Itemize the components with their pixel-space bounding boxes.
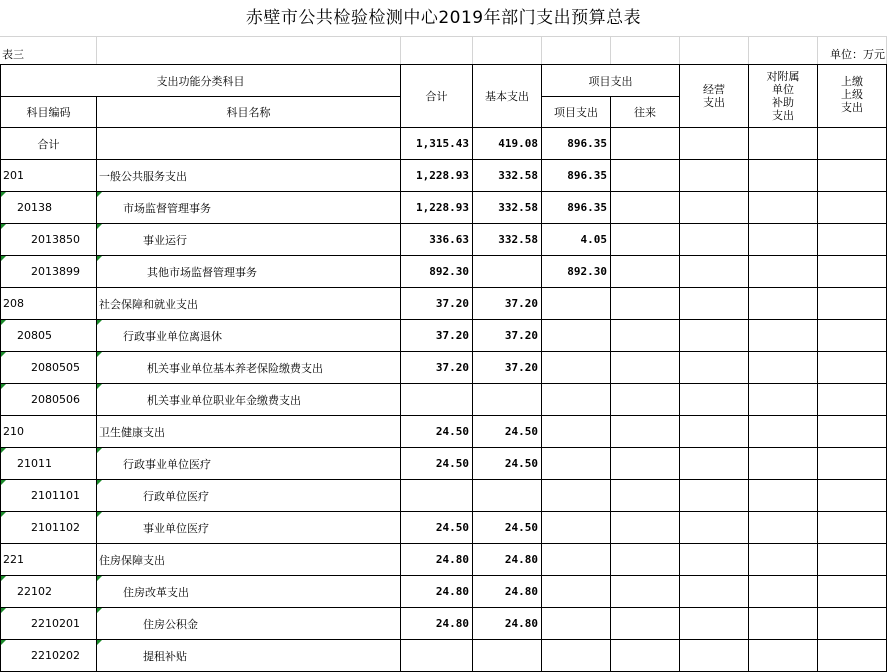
table-row [1,352,887,384]
cell-basic[interactable]: 332.58 [473,224,542,256]
cell-project[interactable]: 896.35 [542,160,611,192]
cell-basic[interactable]: 37.20 [473,352,542,384]
cell-total[interactable]: 892.30 [401,256,473,288]
cell-upper[interactable] [818,256,887,288]
cell-business[interactable] [680,192,749,224]
cell-code[interactable]: 2080505 [1,352,97,384]
cell-transfer[interactable] [611,192,680,224]
cell-business[interactable] [680,224,749,256]
cell-subsidiary[interactable] [749,448,818,480]
cell-name[interactable]: 住房保障支出 [97,544,401,576]
cell-code[interactable]: 2101102 [1,512,97,544]
table-row [1,640,887,672]
cell-upper[interactable] [818,320,887,352]
cell-business[interactable] [680,512,749,544]
header-subsidiary[interactable]: 对附属 单位 补助 支出 [749,65,818,128]
cell-basic[interactable]: 332.58 [473,192,542,224]
cell-code[interactable]: 20805 [1,320,97,352]
cell-business[interactable] [680,480,749,512]
cell-total[interactable]: 24.80 [401,576,473,608]
table-row [1,160,887,192]
table-row [1,192,887,224]
cell-total[interactable]: 1,228.93 [401,192,473,224]
cell-code[interactable]: 2210201 [1,608,97,640]
cell-upper[interactable] [818,384,887,416]
table-row [1,544,887,576]
cell-basic[interactable]: 24.50 [473,512,542,544]
cell-project[interactable]: 896.35 [542,128,611,160]
cell-project[interactable]: 4.05 [542,224,611,256]
cell-basic[interactable] [473,640,542,672]
cell-business[interactable] [680,128,749,160]
cell-transfer[interactable] [611,640,680,672]
cell-project[interactable] [542,448,611,480]
header-total[interactable]: 合计 [401,65,473,128]
table-row [1,320,887,352]
cell-transfer[interactable] [611,320,680,352]
table-row [1,384,887,416]
unit-label: 单位：万元 [830,48,885,61]
cell-basic[interactable] [473,256,542,288]
cell-business[interactable] [680,576,749,608]
cell-name[interactable]: 市场监督管理事务 [97,192,401,224]
cell-basic[interactable]: 24.80 [473,608,542,640]
cell-code[interactable]: 221 [1,544,97,576]
table-row [1,256,887,288]
cell-code[interactable]: 208 [1,288,97,320]
cell-total[interactable]: 1,315.43 [401,128,473,160]
cell-subsidiary[interactable] [749,288,818,320]
cell-upper[interactable] [818,512,887,544]
cell-code[interactable]: 2101101 [1,480,97,512]
cell-name[interactable]: 机关事业单位职业年金缴费支出 [97,384,401,416]
cell-business[interactable] [680,640,749,672]
cell-subsidiary[interactable] [749,384,818,416]
cell-total[interactable]: 24.50 [401,512,473,544]
budget-table [0,64,887,672]
cell-total[interactable]: 24.50 [401,416,473,448]
cell-code[interactable]: 201 [1,160,97,192]
table-row [1,512,887,544]
cell-total[interactable] [401,384,473,416]
cell-name[interactable]: 其他市场监督管理事务 [97,256,401,288]
cell-upper[interactable] [818,544,887,576]
cell-total[interactable] [401,640,473,672]
cell-code[interactable]: 2210202 [1,640,97,672]
cell-code[interactable]: 2013850 [1,224,97,256]
cell-name[interactable]: 行政单位医疗 [97,480,401,512]
cell-subsidiary[interactable] [749,128,818,160]
table-row [1,224,887,256]
cell-basic[interactable] [473,384,542,416]
cell-business[interactable] [680,448,749,480]
cell-subsidiary[interactable] [749,320,818,352]
cell-upper[interactable] [818,352,887,384]
cell-subsidiary[interactable] [749,160,818,192]
cell-basic[interactable]: 37.20 [473,288,542,320]
cell-code[interactable]: 20138 [1,192,97,224]
cell-subsidiary[interactable] [749,576,818,608]
cell-project[interactable] [542,576,611,608]
table-row [1,576,887,608]
cell-code[interactable]: 22102 [1,576,97,608]
cell-transfer[interactable] [611,128,680,160]
cell-basic[interactable]: 24.50 [473,448,542,480]
cell-code[interactable]: 合计 [1,128,97,160]
cell-upper[interactable] [818,192,887,224]
cell-code[interactable]: 2013899 [1,256,97,288]
cell-name[interactable]: 住房改革支出 [97,576,401,608]
cell-transfer[interactable] [611,544,680,576]
cell-business[interactable] [680,544,749,576]
cell-project[interactable] [542,384,611,416]
cell-total[interactable]: 24.80 [401,608,473,640]
cell-code[interactable]: 21011 [1,448,97,480]
cell-project[interactable] [542,608,611,640]
header-transfer[interactable]: 往来 [611,97,680,128]
header-business[interactable]: 经营 支出 [680,65,749,128]
cell-transfer[interactable] [611,352,680,384]
header-code[interactable]: 科目编码 [1,97,97,128]
cell-business[interactable] [680,288,749,320]
table-row [1,608,887,640]
cell-upper[interactable] [818,128,887,160]
cell-business[interactable] [680,384,749,416]
table-row [1,448,887,480]
cell-subsidiary[interactable] [749,544,818,576]
cell-basic[interactable] [473,480,542,512]
cell-name[interactable]: 卫生健康支出 [97,416,401,448]
cell-total[interactable]: 24.50 [401,448,473,480]
cell-subsidiary[interactable] [749,480,818,512]
cell-upper[interactable] [818,224,887,256]
cell-upper[interactable] [818,448,887,480]
header-name[interactable]: 科目名称 [97,97,401,128]
cell-transfer[interactable] [611,384,680,416]
gridline [0,36,887,37]
cell-name[interactable]: 事业单位医疗 [97,512,401,544]
cell-total[interactable]: 37.20 [401,352,473,384]
cell-upper[interactable] [818,608,887,640]
cell-transfer[interactable] [611,416,680,448]
cell-transfer[interactable] [611,160,680,192]
cell-project[interactable] [542,320,611,352]
sheet-label: 表三 [2,48,24,61]
cell-project[interactable] [542,352,611,384]
cell-basic[interactable]: 332.58 [473,160,542,192]
cell-subsidiary[interactable] [749,224,818,256]
cell-business[interactable] [680,160,749,192]
cell-basic[interactable]: 419.08 [473,128,542,160]
cell-upper[interactable] [818,416,887,448]
cell-subsidiary[interactable] [749,256,818,288]
cell-business[interactable] [680,256,749,288]
cell-name[interactable]: 提租补贴 [97,640,401,672]
cell-name[interactable] [97,128,401,160]
cell-upper[interactable] [818,576,887,608]
cell-basic[interactable]: 37.20 [473,320,542,352]
cell-name[interactable]: 行政事业单位医疗 [97,448,401,480]
cell-subsidiary[interactable] [749,640,818,672]
cell-total[interactable]: 24.80 [401,544,473,576]
cell-upper[interactable] [818,288,887,320]
cell-transfer[interactable] [611,512,680,544]
cell-upper[interactable] [818,640,887,672]
header-basic[interactable]: 基本支出 [473,65,542,128]
cell-upper[interactable] [818,480,887,512]
cell-project[interactable]: 892.30 [542,256,611,288]
cell-total[interactable] [401,480,473,512]
cell-total[interactable]: 37.20 [401,320,473,352]
cell-code[interactable]: 2080506 [1,384,97,416]
header-category-group[interactable]: 支出功能分类科目 [1,65,401,97]
cell-name[interactable]: 机关事业单位基本养老保险缴费支出 [97,352,401,384]
header-project[interactable]: 项目支出 [542,97,611,128]
table-row [1,128,887,160]
cell-business[interactable] [680,352,749,384]
cell-name[interactable]: 事业运行 [97,224,401,256]
table-row [1,480,887,512]
cell-basic[interactable]: 24.80 [473,544,542,576]
cell-subsidiary[interactable] [749,608,818,640]
table-row [1,288,887,320]
cell-code[interactable]: 210 [1,416,97,448]
cell-project[interactable] [542,480,611,512]
cell-upper[interactable] [818,160,887,192]
cell-name[interactable]: 行政事业单位离退休 [97,320,401,352]
cell-project[interactable] [542,512,611,544]
cell-name[interactable]: 社会保障和就业支出 [97,288,401,320]
cell-basic[interactable]: 24.50 [473,416,542,448]
cell-transfer[interactable] [611,576,680,608]
cell-transfer[interactable] [611,256,680,288]
cell-business[interactable] [680,608,749,640]
cell-subsidiary[interactable] [749,192,818,224]
cell-project[interactable] [542,416,611,448]
cell-name[interactable]: 住房公积金 [97,608,401,640]
cell-transfer[interactable] [611,480,680,512]
table-row [1,416,887,448]
cell-project[interactable] [542,288,611,320]
cell-total[interactable]: 1,228.93 [401,160,473,192]
cell-subsidiary[interactable] [749,352,818,384]
cell-subsidiary[interactable] [749,416,818,448]
header-upper[interactable]: 上缴 上级 支出 [818,65,887,128]
cell-name[interactable]: 一般公共服务支出 [97,160,401,192]
cell-basic[interactable]: 24.80 [473,576,542,608]
cell-project[interactable]: 896.35 [542,192,611,224]
header-project-group[interactable]: 项目支出 [542,65,680,97]
cell-project[interactable] [542,544,611,576]
cell-transfer[interactable] [611,608,680,640]
cell-total[interactable]: 336.63 [401,224,473,256]
cell-subsidiary[interactable] [749,512,818,544]
report-title: 赤壁市公共检验检测中心2019年部门支出预算总表 [0,0,887,36]
cell-project[interactable] [542,640,611,672]
cell-transfer[interactable] [611,448,680,480]
cell-transfer[interactable] [611,288,680,320]
cell-business[interactable] [680,320,749,352]
cell-transfer[interactable] [611,224,680,256]
cell-total[interactable]: 37.20 [401,288,473,320]
cell-business[interactable] [680,416,749,448]
